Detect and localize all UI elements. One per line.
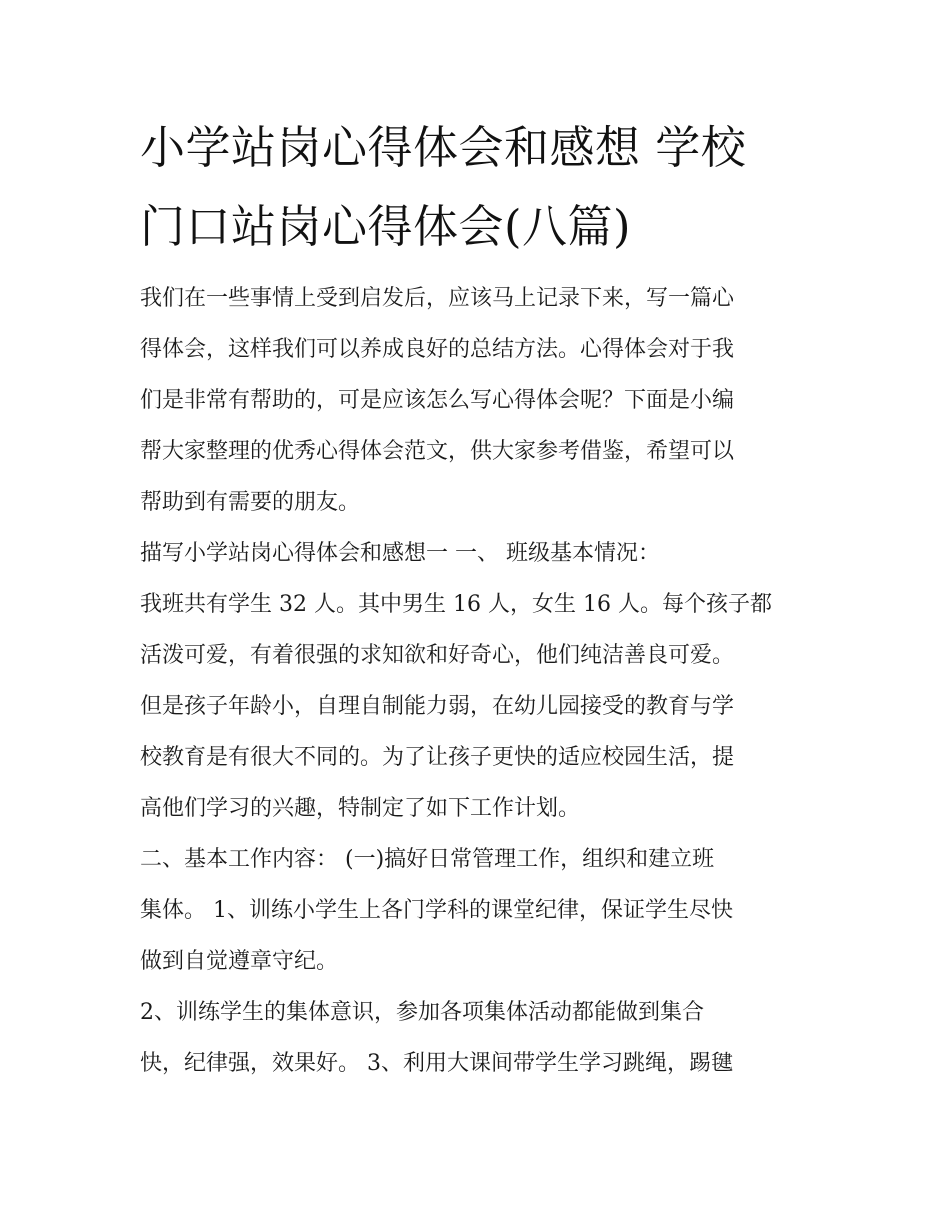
body-line: 帮大家整理的优秀心得体会范文，供大家参考借鉴，希望可以 bbox=[140, 439, 735, 464]
body-line: 帮助到有需要的朋友。 bbox=[140, 490, 361, 515]
body-line: 快，纪律强，效果好。 3、利用大课间带学生学习跳绳，踢毽 bbox=[140, 1051, 733, 1076]
body-line: 二、基本工作内容： (一)搞好日常管理工作，组织和建立班 bbox=[140, 847, 715, 872]
body-line: 得体会，这样我们可以养成良好的总结方法。心得体会对于我 bbox=[140, 337, 735, 362]
body-line: 但是孩子年龄小，自理自制能力弱，在幼儿园接受的教育与学 bbox=[140, 694, 735, 719]
body-line: 高他们学习的兴趣，特制定了如下工作计划。 bbox=[140, 796, 581, 821]
body-line: 做到自觉遵章守纪。 bbox=[140, 949, 339, 974]
document-title-line-2: 门口站岗心得体会(八篇) bbox=[140, 200, 632, 253]
body-line: 们是非常有帮助的，可是应该怎么写心得体会呢？下面是小编 bbox=[140, 388, 735, 413]
section-heading: 描写小学站岗心得体会和感想一 一、 班级基本情况： bbox=[140, 541, 660, 566]
body-line: 集体。 1、训练小学生上各门学科的课堂纪律，保证学生尽快 bbox=[140, 898, 733, 923]
body-line: 2、训练学生的集体意识，参加各项集体活动都能做到集合 bbox=[140, 1000, 704, 1025]
document-title-line-1: 小学站岗心得体会和感想 学校 bbox=[140, 121, 747, 174]
body-line: 活泼可爱，有着很强的求知欲和好奇心，他们纯洁善良可爱。 bbox=[140, 643, 735, 668]
body-line: 我们在一些事情上受到启发后，应该马上记录下来，写一篇心 bbox=[140, 286, 735, 311]
body-line: 校教育是有很大不同的。为了让孩子更快的适应校园生活，提 bbox=[140, 745, 735, 770]
body-line: 我班共有学生 32 人。其中男生 16 人，女生 16 人。每个孩子都 bbox=[140, 592, 772, 617]
